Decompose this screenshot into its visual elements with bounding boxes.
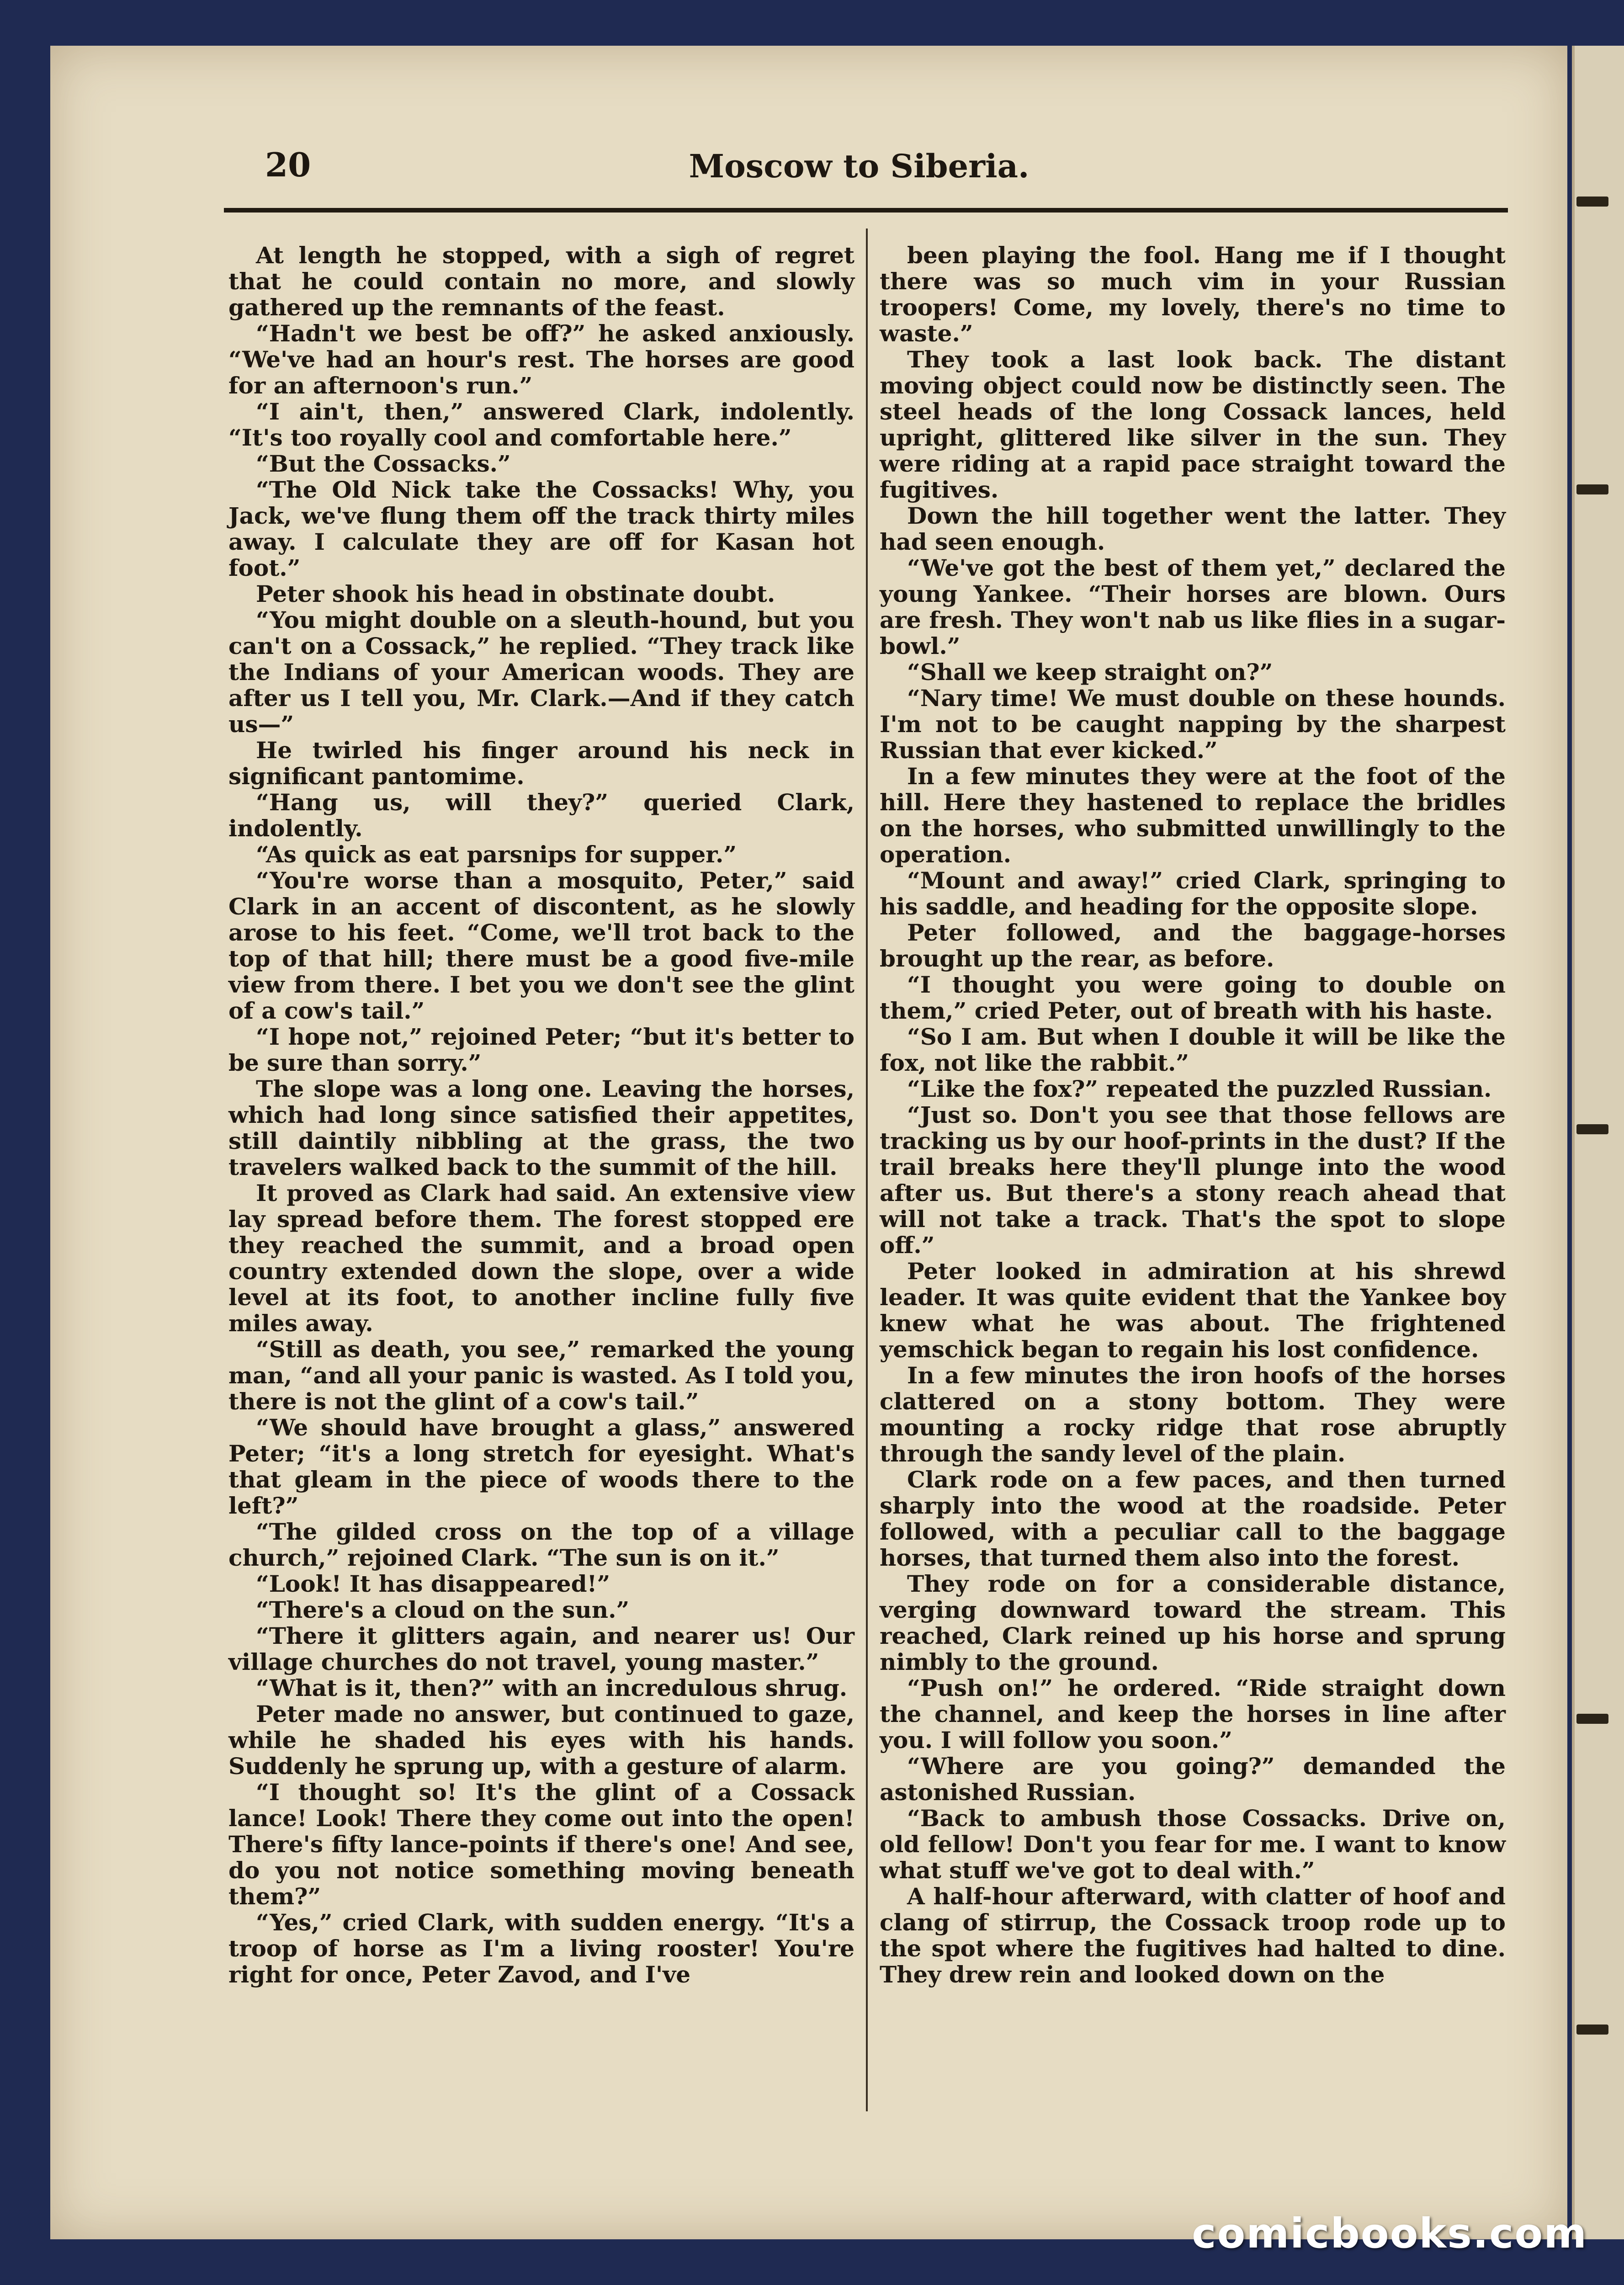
watermark: comicbooks.com xyxy=(1192,2210,1587,2258)
paragraph: “Look! It has disappeared!” xyxy=(256,1570,610,1597)
paragraph: Peter made no answer, but continued to gaze, while he shaded his eyes with his hands. Suddenly he sprung up, with a gesture of alarm. xyxy=(228,1700,854,1780)
paragraph: They rode on for a considerable distance, verging downward toward the stream. This reached, Clark reined up his horse and sprung nimbly to the ground. xyxy=(880,1570,1506,1675)
paragraph: “The Old Nick take the Cossacks! Why, you Jack, we've flung them off the track thirty miles away. I calculate they are off for Kasan hot foot.” xyxy=(228,476,854,581)
paragraph: “The gilded cross on the top of a village church,” rejoined Clark. “The sun is on it.” xyxy=(228,1518,854,1571)
paragraph: They took a last look back. The distant moving object could now be distinctly seen. The steel heads of the long Cossack lances, held upright, glittered like silver in the sun. They were riding at a rapid pace straight toward the fugitives. xyxy=(880,346,1506,503)
paragraph: “As quick as eat parsnips for supper.” xyxy=(256,841,737,868)
paragraph: “We've got the best of them yet,” declared the young Yankee. “Their horses are blown. Ours are fresh. They won't nab us like flies in a sugar-bowl.” xyxy=(880,554,1506,659)
paragraph: Peter looked in admiration at his shrewd leader. It was quite evident that the Yankee boy knew what he was about. The frightened yemschick began to regain his lost confidence. xyxy=(880,1258,1506,1363)
paragraph: “Still as death, you see,” remarked the young man, “and all your panic is wasted. As I told you, there is not the glint of a cow's tail.” xyxy=(228,1336,854,1415)
paragraph: “There it glitters again, and nearer us! Our village churches do not travel, young master.” xyxy=(228,1622,854,1675)
page-header xyxy=(210,145,1508,196)
paragraph: At length he stopped, with a sigh of regret that he could contain no more, and slowly gathered up the remnants of the feast. xyxy=(228,242,854,321)
paragraph: The slope was a long one. Leaving the horses, which had long since satisfied their appetites, still daintily nibbling at the grass, the two travelers walked back to the summit of the hill. xyxy=(228,1075,854,1180)
paragraph: “Yes,” cried Clark, with sudden energy. “It's a troop of horse as I'm a living rooster! You're right for once, Peter Zavod, and I've xyxy=(228,1909,854,1988)
paragraph: “You're worse than a mosquito, Peter,” said Clark in an accent of discontent, as he slowly arose to his feet. “Come, we'll trot back to the top of that hill; there must be a good five-mile view from there. I bet you we don't see the glint of a cow's tail.” xyxy=(228,867,854,1024)
paragraph: “I thought so! It's the glint of a Cossack lance! Look! There they come out into the open! There's fifty lance-points if there's one! And see, do you not notice something moving beneath them?” xyxy=(228,1779,854,1910)
paragraph: “Hadn't we best be off?” he asked anxiously. “We've had an hour's rest. The horses are good for an afternoon's run.” xyxy=(228,320,854,399)
binding-stitch xyxy=(1576,1714,1608,1724)
running-title: Moscow to Siberia. xyxy=(689,147,1030,185)
paragraph: “You might double on a sleuth-hound, but you can't on a Cossack,” he replied. “They track like the Indians of your American woods. They are after us I tell you, Mr. Clark.—And if they catch us—” xyxy=(228,606,854,738)
paragraph: “There's a cloud on the sun.” xyxy=(256,1596,630,1623)
paragraph: “Where are you going?” demanded the astonished Russian. xyxy=(880,1753,1506,1806)
page-number: 20 xyxy=(265,145,311,184)
paragraph: been playing the fool. Hang me if I thought there was so much vim in your Russian troopers! Come, my lovely, there's no time to waste.” xyxy=(880,242,1506,347)
paragraph: “But the Cossacks.” xyxy=(256,450,511,477)
paragraph: Peter followed, and the baggage-horses brought up the rear, as before. xyxy=(880,919,1506,972)
paragraph: “What is it, then?” with an incredulous shrug. xyxy=(256,1674,848,1701)
left-text-column xyxy=(228,242,854,1987)
paragraph: He twirled his finger around his neck in significant pantomime. xyxy=(228,737,854,790)
binding-stitch xyxy=(1576,197,1608,207)
paragraph: “We should have brought a glass,” answered Peter; “it's a long stretch for eyesight. What's that gleam in the piece of woods there to the left?” xyxy=(228,1414,854,1519)
paragraph: In a few minutes they were at the foot of the hill. Here they hastened to replace the bridles on the horses, who submitted unwillingly to the operation. xyxy=(880,763,1506,868)
right-text-column xyxy=(880,242,1506,1987)
paragraph: “Like the fox?” repeated the puzzled Russian. xyxy=(907,1075,1492,1102)
paragraph: “So I am. But when I double it will be like the fox, not like the rabbit.” xyxy=(880,1023,1506,1076)
paragraph: “Mount and away!” cried Clark, springing to his saddle, and heading for the opposite slope. xyxy=(880,867,1506,920)
column-divider xyxy=(866,228,868,2111)
paragraph: Clark rode on a few paces, and then turned sharply into the wood at the roadside. Peter followed, with a peculiar call to the baggage horses, that turned them also into the forest. xyxy=(880,1466,1506,1571)
paragraph: “Hang us, will they?” queried Clark, indolently. xyxy=(228,789,854,842)
binding-stitch xyxy=(1576,484,1608,494)
paragraph: “I thought you were going to double on them,” cried Peter, out of breath with his haste. xyxy=(880,971,1506,1024)
paragraph: “Push on!” he ordered. “Ride straight down the channel, and keep the horses in line after you. I will follow you soon.” xyxy=(880,1674,1506,1754)
paragraph: “Back to ambush those Cossacks. Drive on, old fellow! Don't you fear for me. I want to know what stuff we've got to deal with.” xyxy=(880,1805,1506,1884)
paragraph: Peter shook his head in obstinate doubt. xyxy=(256,580,775,607)
paragraph: It proved as Clark had said. An extensive view lay spread before them. The forest stopped ere they reached the summit, and a broad open country extended down the slope, over a wide level at its foot, to another incline fully five miles away. xyxy=(228,1180,854,1337)
paragraph: “Nary time! We must double on these hounds. I'm not to be caught napping by the sharpest Russian that ever kicked.” xyxy=(880,685,1506,764)
paragraph: “Just so. Don't you see that those fellows are tracking us by our hoof-prints in the dust? If the trail breaks here they'll plunge into the wood after us. But there's a stony reach ahead that will not take a track. That's the spot to slope off.” xyxy=(880,1101,1506,1259)
paragraph: “I ain't, then,” answered Clark, indolently. “It's too royally cool and comfortable here.” xyxy=(228,398,854,451)
paragraph: In a few minutes the iron hoofs of the horses clattered on a stony bottom. They were mounting a rocky ridge that rose abruptly through the sandy level of the plain. xyxy=(880,1362,1506,1467)
facing-page-edge xyxy=(1572,46,1624,2239)
paragraph: “Shall we keep straight on?” xyxy=(907,659,1273,686)
paragraph: “I hope not,” rejoined Peter; “but it's better to be sure than sorry.” xyxy=(228,1023,854,1076)
paragraph: Down the hill together went the latter. They had seen enough. xyxy=(880,502,1506,555)
binding-stitch xyxy=(1576,2025,1608,2035)
paragraph: A half-hour afterward, with clatter of hoof and clang of stirrup, the Cossack troop rode up to the spot where the fugitives had halted to dine. They drew rein and looked down on the xyxy=(880,1883,1506,1988)
binding-stitch xyxy=(1576,1124,1608,1134)
header-rule xyxy=(224,208,1508,213)
